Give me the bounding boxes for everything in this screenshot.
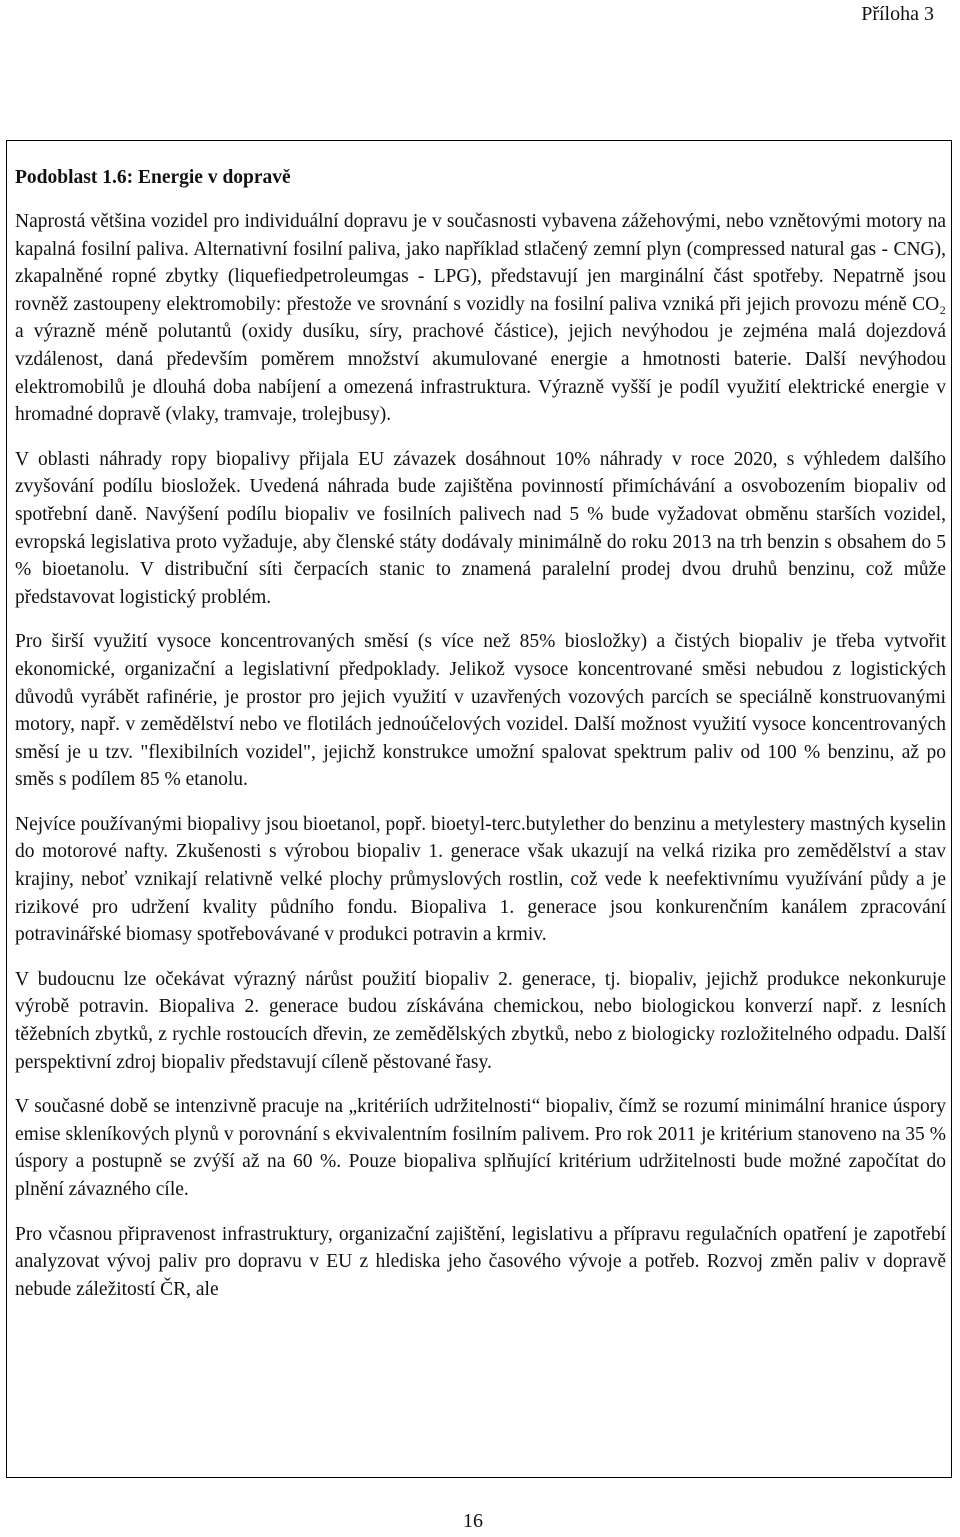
page-number: 16 [463,1510,483,1532]
paragraph-sustainability-criteria: V současné době se intenzivně pracuje na „kritériích udržitelnosti“ biopaliv, čímž se rozumí minimální hranice úspory emise skleníkových plynů v porovnání s ekvivalentním fosilním palivem. Pro rok 2011 je kritérium stanoveno na 35 % úspory a postupně se zvýší až na 60 %. Pouze biopaliva splňující kritérium udržitelnosti bude možné započítat do plnění závazného cíle. [15,1096,946,1200]
paragraph-high-concentration-blends: Pro širší využití vysoce koncentrovaných směsí (s více než 85% biosložky) a čistých biopaliv je třeba vytvořit ekonomické, organizační a legislativní předpoklady. Jelikož vysoce koncentrované směsi nebudou z logistických důvodů vyrábět rafinérie, je prostor pro jejich využití v uzavřených vozových parcích se speciálně konstruovanými motory, např. v zemědělství nebo ve flotilách jednoúčelových vozidel. Další možnost využití vysoce koncentrovaných směsí je u tzv. "flexibilních vozidel", jejichž konstrukce umožní spalovat spektrum paliv od 100 % benzinu, až po směs s podílem 85 % etanolu. [15,631,946,791]
paragraph-energy-in-transport: Naprostá většina vozidel pro individuální dopravu je v současnosti vybavena zážehovými, nebo vznětovými motory na kapalná fosilní paliva. Alternativní fosilní paliva, jako například stlačený zemní plyn (compressed natural gas - CNG), zkapalněné ropné zbytky (liquefiedpetroleumgas - LPG), představují jen marginální část spotřeby. Nepatrně jsou rovněž zastoupeny elektromobily: přestože ve srovnání s vozidly na fosilní paliva vzniká při jejich provozu méně CO₂ a výrazně méně polutantů (oxidy dusíku, síry, prachové částice), jejich nevýhodou je zejména malá dojezdová vzdálenost, daná především poměrem množství akumulované energie a hmotnosti baterie. Další nevýhodou elektromobilů je dlouhá doba nabíjení a omezená infrastruktura. Výrazně vyšší je podíl využití elektrické energie v hromadné dopravě (vlaky, tramvaje, trolejbusy). [15,211,946,426]
paragraph-infrastructure-readiness: Pro včasnou připravenost infrastruktury, organizační zajištění, legislativu a přípravu regulačních opatření je zapotřebí analyzovat vývoj paliv pro dopravu v EU z hlediska jeho časového vývoje a potřeb. Rozvoj změn paliv v dopravě nebude záležitostí ČR, ale [15,1223,946,1300]
paragraph-second-generation-biofuels: V budoucnu lze očekávat výrazný nárůst použití biopaliv 2. generace, tj. biopaliv, jejichž produkce nekonkuruje výrobě potravin. Biopaliva 2. generace budou získávána chemickou, nebo biologickou konverzí např. z lesních těžebních zbytků, z rychle rostoucích dřevin, ze zemědělských zbytků, nebo z biologicky rozložitelného odpadu. Další perspektivní zdroj biopaliv představují cíleně pěstované řasy. [15,968,946,1073]
paragraph-biofuel-commitment: V oblasti náhrady ropy biopalivy přijala EU závazek dosáhnout 10% náhrady v roce 2020, s výhledem dalšího zvyšování podílu biosložek. Uvedená náhrada bude zajištěna povinností přimíchávání a osvobozením biopaliv od spotřební daně. Navýšení podílu biopaliv ve fosilních palivech nad 5 % bude vyžadovat obměnu starších vozidel, evropská legislativa proto vyžaduje, aby členské státy dodávaly minimálně do roku 2013 na trh benzin s obsahem do 5 % bioetanolu. V distribuční síti čerpacích stanic to znamená paralelní prodej dvou druhů benzinu, což může představovat logistický problém. [15,448,946,608]
paragraph-first-generation-biofuels: Nejvíce používanými biopalivy jsou bioetanol, popř. bioetyl-terc.butylether do benzinu a metylestery mastných kyselin do motorové nafty. Zkušenosti s výrobou biopaliv 1. generace však ukazují na velká rizika pro zemědělství a stav krajiny, neboť vznikají relativně velké plochy průmyslových rostlin, což vede k neefektivnímu využívání půdy a je rizikové pro udržení kvality půdního fondu. Biopaliva 1. generace jsou konkurenčním kanálem zpracování potravinářské biomasy spotřebovávané v produkci potravin a krmiv. [15,813,946,946]
section-title: Podoblast 1.6: Energie v dopravě [15,167,291,188]
attachment-label: Příloha 3 [861,3,934,25]
section-content [15,164,946,1303]
